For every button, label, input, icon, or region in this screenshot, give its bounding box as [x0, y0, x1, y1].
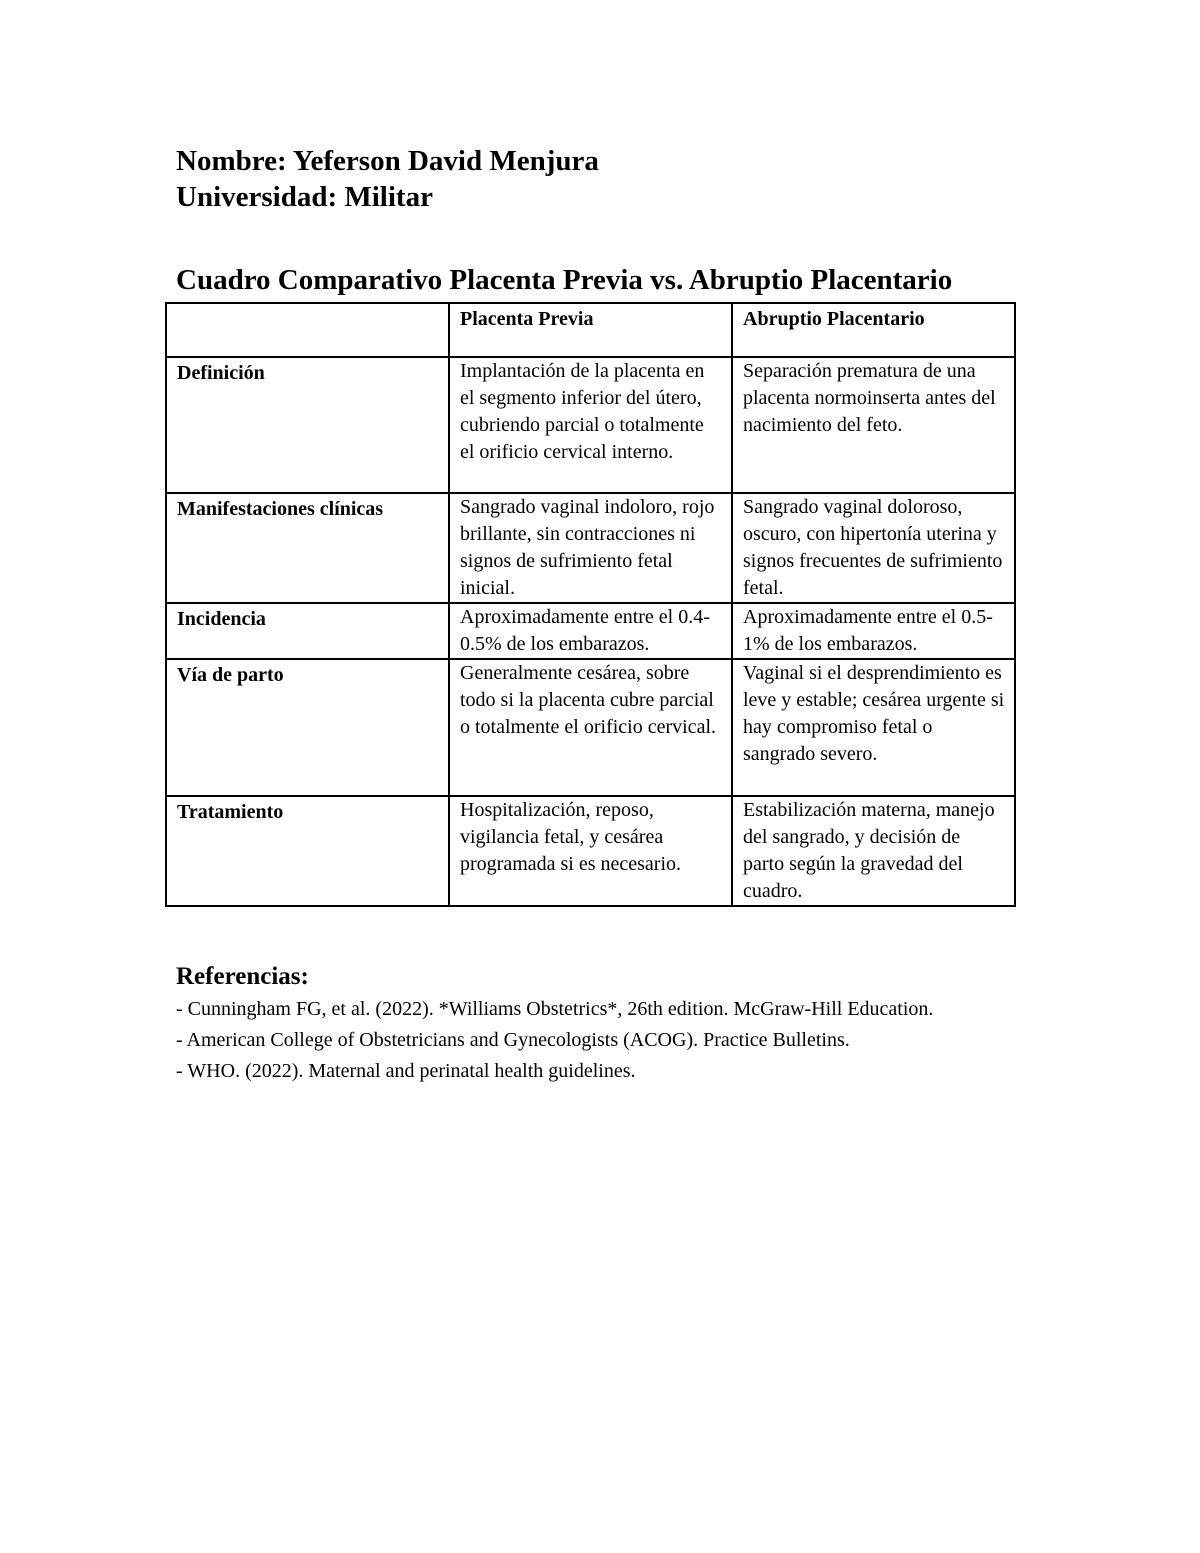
comparison-table: [165, 302, 1016, 907]
reference-item: - WHO. (2022). Maternal and perinatal health guidelines.: [176, 1060, 636, 1082]
table-row: [166, 357, 1015, 493]
row-label: Tratamiento: [166, 796, 449, 906]
row-label: Incidencia: [166, 603, 449, 659]
table-row: [166, 659, 1015, 796]
cell-previa: Generalmente cesárea, sobre todo si la placenta cubre parcial o totalmente el orificio cervical.: [449, 659, 732, 796]
document-title: Cuadro Comparativo Placenta Previa vs. Abruptio Placentario: [176, 264, 953, 296]
cell-abruptio: Separación prematura de una placenta normoinserta antes del nacimiento del feto.: [732, 357, 1015, 493]
row-label: Manifestaciones clínicas: [166, 493, 449, 603]
row-label: Vía de parto: [166, 659, 449, 796]
cell-previa: Implantación de la placenta en el segmento inferior del útero, cubriendo parcial o totalmente el orificio cervical interno.: [449, 357, 732, 493]
table-header-empty: [166, 303, 449, 357]
table-row: [166, 603, 1015, 659]
cell-previa: Aproximadamente entre el 0.4-0.5% de los embarazos.: [449, 603, 732, 659]
table-header-row: [166, 303, 1015, 357]
table-header-abruptio: Abruptio Placentario: [732, 303, 1015, 357]
cell-previa: Hospitalización, reposo, vigilancia fetal, y cesárea programada si es necesario.: [449, 796, 732, 906]
references-section: [176, 960, 996, 1087]
cell-abruptio: Estabilización materna, manejo del sangrado, y decisión de parto según la gravedad del cuadro.: [732, 796, 1015, 906]
cell-abruptio: Sangrado vaginal doloroso, oscuro, con hipertonía uterina y signos frecuentes de sufrimiento fetal.: [732, 493, 1015, 603]
table-row: [166, 493, 1015, 603]
references-title: Referencias:: [176, 963, 309, 990]
table-header-previa: Placenta Previa: [449, 303, 732, 357]
cell-abruptio: Vaginal si el desprendimiento es leve y estable; cesárea urgente si hay compromiso fetal o sangrado severo.: [732, 659, 1015, 796]
reference-item: - American College of Obstetricians and Gynecologists (ACOG). Practice Bulletins.: [176, 1029, 850, 1051]
cell-previa: Sangrado vaginal indoloro, rojo brillante, sin contracciones ni signos de sufrimiento fetal inicial.: [449, 493, 732, 603]
student-name: Nombre: Yeferson David Menjura: [176, 145, 599, 177]
student-university: Universidad: Militar: [176, 181, 433, 213]
table-row: [166, 796, 1015, 906]
cell-abruptio: Aproximadamente entre el 0.5-1% de los embarazos.: [732, 603, 1015, 659]
student-header: [176, 143, 599, 215]
row-label: Definición: [166, 357, 449, 493]
reference-item: - Cunningham FG, et al. (2022). *Williams Obstetrics*, 26th edition. McGraw-Hill Education.: [176, 998, 934, 1020]
